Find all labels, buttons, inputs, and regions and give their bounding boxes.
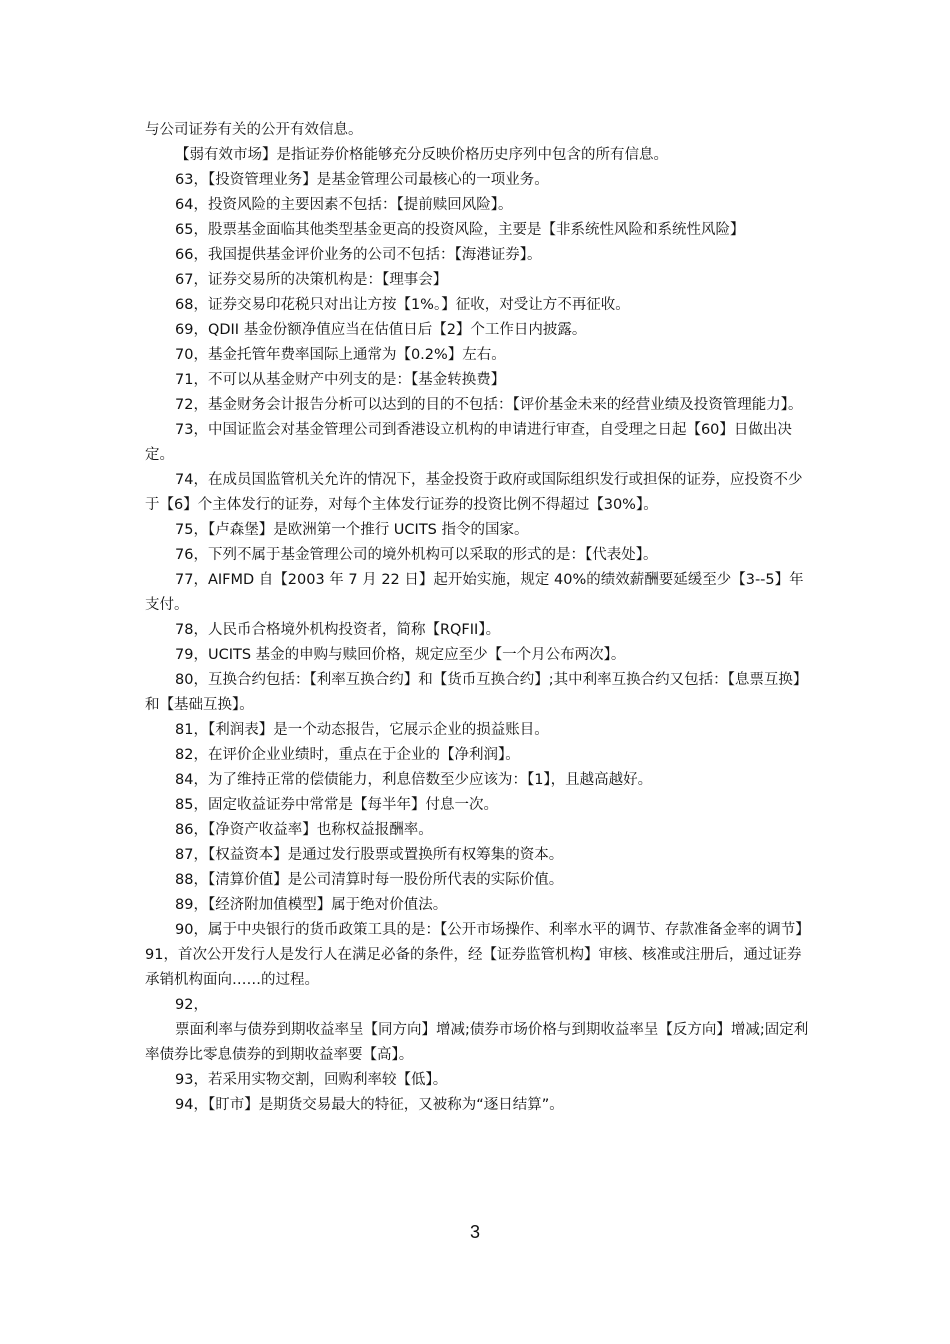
paragraph: 63，【投资管理业务】是基金管理公司最核心的一项业务。 xyxy=(175,172,549,188)
paragraph: 77，AIFMD 自【2003 年 7 月 22 日】起开始实施，规定 40%的绩效薪酬要延缓至少【3--5】年支付。 xyxy=(145,572,804,613)
paragraph: 93，若采用实物交割，回购利率较【低】。 xyxy=(175,1072,448,1088)
document-body xyxy=(145,118,810,1118)
paragraph: 81，【利润表】是一个动态报告，它展示企业的损益账目。 xyxy=(175,722,549,738)
paragraph: 68，证券交易印花税只对出让方按【1%。】征收，对受让方不再征收。 xyxy=(175,297,630,313)
paragraph: 65，股票基金面临其他类型基金更高的投资风险，主要是【非系统性风险和系统性风险】 xyxy=(175,222,745,238)
paragraph: 票面利率与债券到期收益率呈【同方向】增减;债券市场价格与到期收益率呈【反方向】增减;固定利率债券比零息债券的到期收益率要【高】。 xyxy=(145,1022,809,1063)
paragraph: 91，首次公开发行人是发行人在满足必备的条件，经【证券监管机构】审核、核准或注册后，通过证券承销机构面向……的过程。 xyxy=(145,947,802,988)
paragraph: 88，【清算价值】是公司清算时每一股份所代表的实际价值。 xyxy=(175,872,564,888)
paragraph: 94，【盯市】是期货交易最大的特征，又被称为“逐日结算”。 xyxy=(175,1097,564,1113)
paragraph: 92， xyxy=(175,997,208,1013)
paragraph: 87，【权益资本】是通过发行股票或置换所有权筹集的资本。 xyxy=(175,847,564,863)
paragraph: 67，证券交易所的决策机构是：【理事会】 xyxy=(175,272,448,288)
page-number: 3 xyxy=(469,1222,480,1242)
paragraph: 90，属于中央银行的货币政策工具的是：【公开市场操作、利率水平的调节、存款准备金率的调节】 xyxy=(175,922,810,938)
paragraph: 80，互换合约包括：【利率互换合约】和【货币互换合约】;其中利率互换合约又包括：【息票互换】和【基础互换】。 xyxy=(145,672,808,713)
paragraph: 86，【净资产收益率】也称权益报酬率。 xyxy=(175,822,433,838)
paragraph: 69，QDII 基金份额净值应当在估值日后【2】个工作日内披露。 xyxy=(175,322,587,338)
paragraph: 71，不可以从基金财产中列支的是：【基金转换费】 xyxy=(175,372,506,388)
paragraph: 74，在成员国监管机关允许的情况下，基金投资于政府或国际组织发行或担保的证券，应投资不少于【6】个主体发行的证券，对每个主体发行证券的投资比例不得超过【30%】。 xyxy=(145,472,803,513)
paragraph: 与公司证券有关的公开有效信息。 xyxy=(145,122,363,138)
paragraph: 79，UCITS 基金的申购与赎回价格，规定应至少【一个月公布两次】。 xyxy=(175,647,626,663)
paragraph: 85，固定收益证券中常常是【每半年】付息一次。 xyxy=(175,797,498,813)
paragraph: 66，我国提供基金评价业务的公司不包括：【海港证券】。 xyxy=(175,247,542,263)
paragraph: 70，基金托管年费率国际上通常为【0.2%】左右。 xyxy=(175,347,506,363)
paragraph: 76，下列不属于基金管理公司的境外机构可以采取的形式的是：【代表处】。 xyxy=(175,547,658,563)
paragraph: 72，基金财务会计报告分析可以达到的目的不包括：【评价基金未来的经营业绩及投资管理能力】。 xyxy=(175,397,803,413)
paragraph: 【弱有效市场】是指证券价格能够充分反映价格历史序列中包含的所有信息。 xyxy=(175,147,668,163)
paragraph: 89，【经济附加值模型】属于绝对价值法。 xyxy=(175,897,448,913)
paragraph: 82，在评价企业业绩时，重点在于企业的【净利润】。 xyxy=(175,747,520,763)
paragraph: 84，为了维持正常的偿债能力，利息倍数至少应该为：【1】，且越高越好。 xyxy=(175,772,653,788)
paragraph: 64，投资风险的主要因素不包括：【提前赎回风险】。 xyxy=(175,197,513,213)
paragraph: 78，人民币合格境外机构投资者，简称【RQFII】。 xyxy=(175,622,501,638)
paragraph: 75，【卢森堡】是欧洲第一个推行 UCITS 指令的国家。 xyxy=(175,522,529,538)
paragraph: 73，中国证监会对基金管理公司到香港设立机构的申请进行审查，自受理之日起【60】日做出决定。 xyxy=(145,422,792,463)
